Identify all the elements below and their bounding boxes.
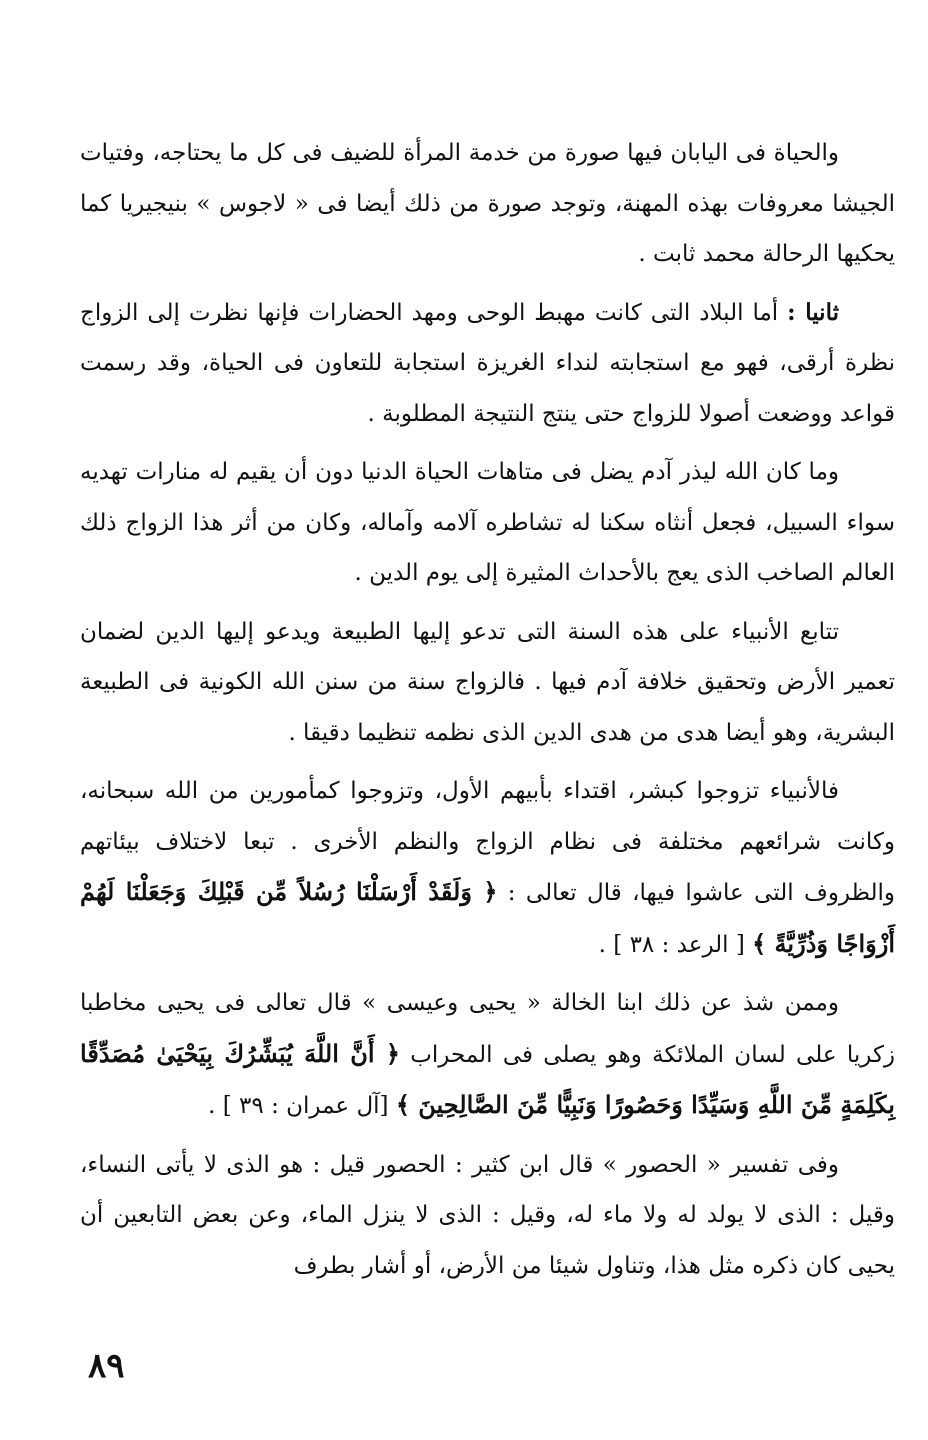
verse-reference: [آل عمران : ٣٩ ] . [208, 1093, 396, 1119]
page-number: ٨٩ [88, 1346, 125, 1386]
paragraph-text: وفى تفسير « الحصور » قال ابن كثير : الحصور قيل : هو الذى لا يأتى النساء، وقيل : الذى لا يولد له ولا ماء له، وقيل : الذى لا ينزل الماء، وعن بعض التابعين أن يحيى كان ذكره مثل هذا، وتناول شيئا من الأرض، أو أشار بطرف [80, 1151, 895, 1279]
paragraph-text: وما كان الله ليذر آدم يضل فى متاهات الحياة الدنيا دون أن يقيم له منارات تهديه سواء السبيل، فجعل أنثاه سكنا له تشاطره آلامه وآماله، وكان من أثر هذا الزواج ذلك العالم الصاخب الذى يعج بالأحداث المثيرة إلى يوم الدين . [80, 459, 895, 586]
quran-verse: ﴿ وَلَقَدْ أَرْسَلْنَا رُسُلاً مِّن قَبْلِكَ وَجَعَلْنَا لَهُمْ أَزْوَاجًا وَذُرِّيَّةً ﴾ [80, 877, 895, 958]
page-body [80, 128, 895, 1368]
paragraph-prophets-married [80, 766, 895, 970]
quran-verse: ﴿ أَنَّ اللَّهَ يُبَشِّرُكَ بِيَحْيَىٰ مُصَدِّقًا بِكَلِمَةٍ مِّنَ اللَّهِ وَسَيِّدًا وَحَصُورًا وَنَبِيًّا مِّنَ الصَّالِحِينَ ﴾ [80, 1038, 895, 1119]
paragraph-tafsir [80, 1140, 895, 1292]
paragraph-text: فالأنبياء تزوجوا كبشر، اقتداء بأبيهم الأول، وتزوجوا كمأمورين من الله سبحانه، وكانت شرائعهم مختلفة فى نظام الزواج والنظم الأخرى . تبعا لاختلاف بيئاتهم والظروف التى عاشوا فيها، قال تعالى : [80, 778, 895, 906]
paragraph-adam [80, 447, 895, 599]
paragraph-second [80, 288, 895, 440]
paragraph-japan [80, 128, 895, 280]
verse-reference: [ الرعد : ٣٨ ] . [598, 931, 753, 958]
paragraph-yahya [80, 978, 895, 1132]
paragraph-lead: ثانيا : [787, 298, 839, 326]
paragraph-text: أما البلاد التى كانت مهبط الوحى ومهد الحضارات فإنها نظرت إلى الزواج نظرة أرقى، فهو مع استجابته لنداء الغريزة استجابة للتعاون فى الحياة، وقد رسمت قواعد ووضعت أصولا للزواج حتى ينتج النتيجة المطلوبة . [80, 299, 895, 427]
paragraph-text: تتابع الأنبياء على هذه السنة التى تدعو إليها الطبيعة ويدعو إليها الدين لضمان تعمير الأرض وتحقيق خلافة آدم فيها . فالزواج سنة من سنن الله الكونية فى الطبيعة البشرية، وهو أيضا هدى من هدى الدين الذى نظمه تنظيما دقيقا . [80, 618, 895, 746]
paragraph-text: وممن شذ عن ذلك ابنا الخالة « يحيى وعيسى » قال تعالى فى يحيى مخاطبا زكريا على لسان الملائكة وهو يصلى فى المحراب [80, 990, 895, 1068]
paragraph-text: والحياة فى اليابان فيها صورة من خدمة المرأة للضيف فى كل ما يحتاجه، وفتيات الجيشا معروفات بهذه المهنة، وتوجد صورة من ذلك أيضا فى « لاجوس » بنيجيريا كما يحكيها الرحالة محمد ثابت . [80, 140, 895, 267]
paragraph-prophets [80, 607, 895, 759]
